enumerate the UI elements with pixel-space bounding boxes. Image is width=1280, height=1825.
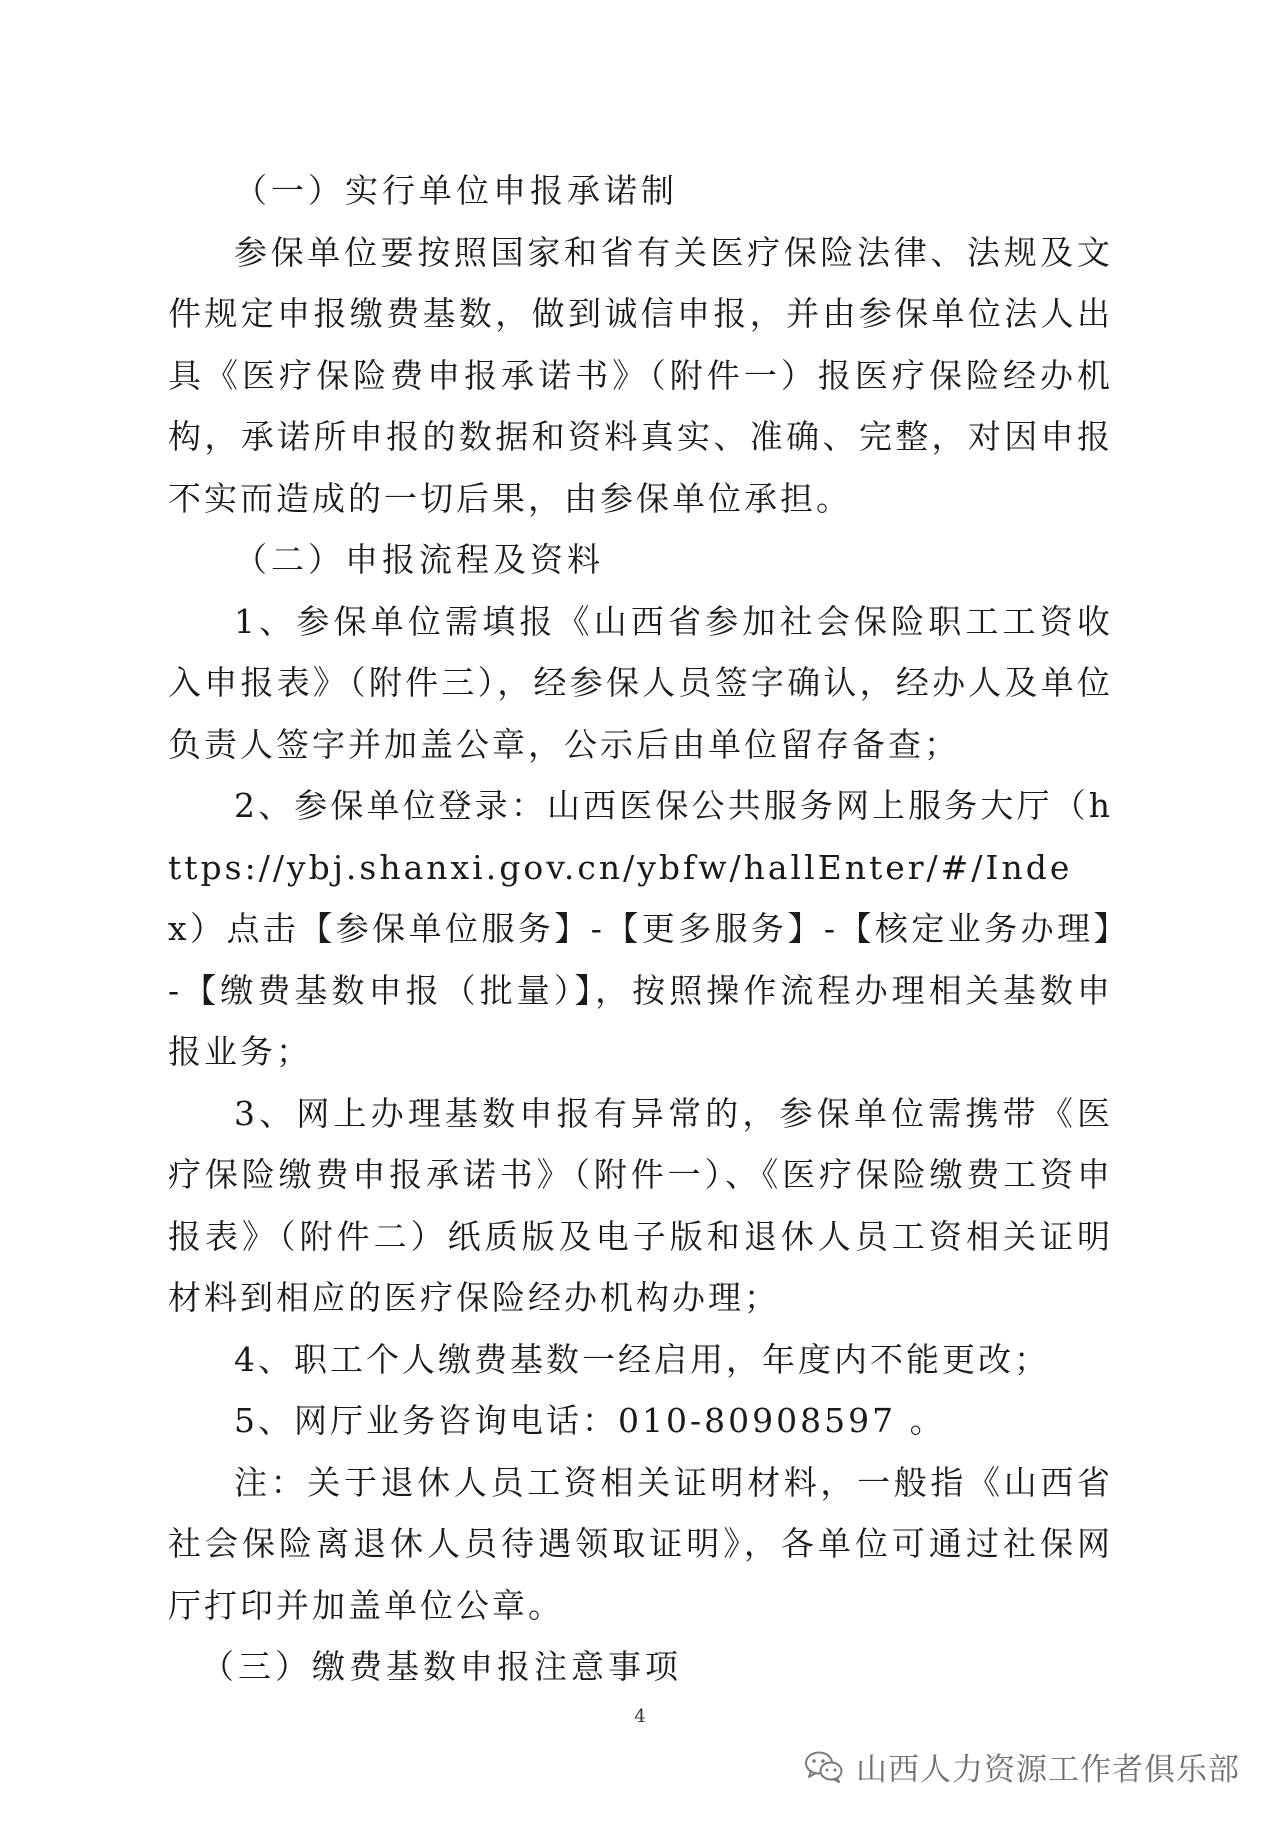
paragraph-note: 注：关于退休人员工资相关证明材料，一般指《山西省社会保险离退休人员待遇领取证明》，各单位可通过社保网厅打印并加盖单位公章。 bbox=[168, 1462, 1113, 1625]
section-heading-3: （三）缴费基数申报注意事项 bbox=[201, 1647, 682, 1686]
watermark bbox=[804, 1744, 1240, 1789]
wechat-icon bbox=[804, 1750, 844, 1784]
page-number: 4 bbox=[634, 1706, 646, 1727]
paragraph-step-5: 5、网厅业务咨询电话：010-80908597 。 bbox=[234, 1401, 946, 1440]
watermark-text: 山西人力资源工作者俱乐部 bbox=[856, 1752, 1240, 1788]
paragraph-step-2: 2、参保单位登录：山西医保公共服务网上服务大厅（https://ybj.shanxi.gov.cn/ybfw/hallEnter/#/Index）点击【参保单位服务】-【更多服务】-【核定业务办理】-【缴费基数申报（批量）】，按照操作流程办理相关基数申报业务； bbox=[168, 786, 1113, 1071]
paragraph-step-1: 1、参保单位需填报《山西省参加社会保险职工工资收入申报表》（附件三），经参保人员签字确认，经办人及单位负责人签字并加盖公章，公示后由单位留存备查； bbox=[168, 601, 1113, 764]
paragraph-step-4: 4、职工个人缴费基数一经启用，年度内不能更改； bbox=[234, 1339, 1050, 1379]
section-heading-1: （一）实行单位申报承诺制 bbox=[234, 171, 678, 210]
paragraph-commitment: 参保单位要按照国家和省有关医疗保险法律、法规及文件规定申报缴费基数，做到诚信申报，并由参保单位法人出具《医疗保险费申报承诺书》（附件一）报医疗保险经办机构，承诺所申报的数据和资料真实、准确、完整，对因申报不实而造成的一切后果，由参保单位承担。 bbox=[168, 232, 1113, 518]
document-body bbox=[168, 160, 1113, 1698]
section-heading-2: （二）申报流程及资料 bbox=[234, 540, 604, 579]
paragraph-step-3: 3、网上办理基数申报有异常的，参保单位需携带《医疗保险缴费申报承诺书》（附件一）、《医疗保险缴费工资申报表》（附件二）纸质版及电子版和退休人员工资相关证明材料到相应的医疗保险经办机构办理； bbox=[168, 1093, 1113, 1317]
